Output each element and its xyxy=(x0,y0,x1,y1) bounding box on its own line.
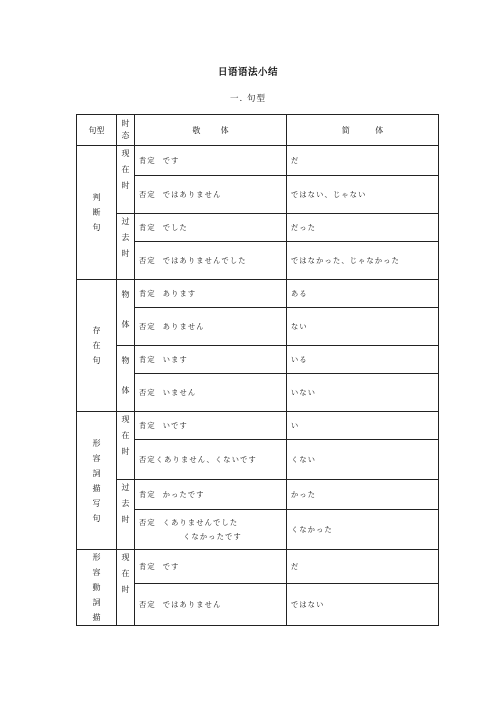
polite-cell: 肯定 いです xyxy=(135,412,287,440)
plain-cell: くなかった xyxy=(287,510,439,550)
table-row xyxy=(77,480,439,510)
tense-cell xyxy=(117,280,135,346)
plain-cell: ではない、じゃない xyxy=(287,176,439,214)
plain-cell: だ xyxy=(287,146,439,176)
tense-label: 现在时 xyxy=(121,553,130,594)
plain-cell: い xyxy=(287,412,439,440)
category-label: 形容詞描写句 xyxy=(92,438,101,523)
tense-label: 现在时 xyxy=(121,415,130,456)
plain-cell: だった xyxy=(287,214,439,242)
category-label: 存在句 xyxy=(92,326,101,365)
polite-cell: 否定くありません、くないです xyxy=(135,440,287,480)
tense-label: 过去时 xyxy=(121,483,130,524)
tense-cell xyxy=(117,214,135,280)
plain-cell: いる xyxy=(287,346,439,374)
polite-cell: 肯定 です xyxy=(135,550,287,584)
category-label: 形容動詞描 xyxy=(92,553,101,622)
table-row xyxy=(77,146,439,176)
tense-label: 物体 xyxy=(121,290,130,329)
grammar-table xyxy=(76,114,439,626)
polite-cell xyxy=(135,510,287,550)
plain-cell: だ xyxy=(287,550,439,584)
plain-cell: いない xyxy=(287,374,439,412)
polite-line1: 否定 くありませんでした xyxy=(139,517,239,527)
tense-label: 过去时 xyxy=(121,217,130,258)
table-row xyxy=(77,346,439,374)
category-cell xyxy=(77,550,117,626)
polite-line2: くなかったです xyxy=(183,531,242,541)
polite-cell: 否定 ではありませんでした xyxy=(135,242,287,280)
plain-cell: ない xyxy=(287,308,439,346)
polite-cell: 肯定 かったです xyxy=(135,480,287,510)
plain-cell: ある xyxy=(287,280,439,308)
category-cell xyxy=(77,146,117,280)
tense-cell xyxy=(117,550,135,626)
tense-label: 现在时 xyxy=(121,149,130,190)
section-heading: 一. 句型 xyxy=(230,94,266,104)
table-row xyxy=(77,550,439,584)
polite-cell: 否定 ではありません xyxy=(135,176,287,214)
table-row xyxy=(77,214,439,242)
polite-cell: 否定 いません xyxy=(135,374,287,412)
polite-cell: 肯定 でした xyxy=(135,214,287,242)
table-header-row xyxy=(77,115,439,146)
table-row xyxy=(77,280,439,308)
category-label: 判断句 xyxy=(92,193,101,232)
plain-cell: かった xyxy=(287,480,439,510)
header-polite: 敬 体 xyxy=(135,115,287,146)
tense-cell xyxy=(117,480,135,550)
polite-cell: 肯定 います xyxy=(135,346,287,374)
table-row xyxy=(77,412,439,440)
header-tense xyxy=(117,115,135,146)
tense-label: 物体 xyxy=(121,356,130,395)
plain-cell: くない xyxy=(287,440,439,480)
header-plain: 简 体 xyxy=(287,115,439,146)
category-cell xyxy=(77,412,117,550)
polite-cell: 肯定 です xyxy=(135,146,287,176)
header-tense-text: 时态 xyxy=(121,119,130,140)
plain-cell: ではなかった、じゃなかった xyxy=(287,242,439,280)
document-title: 日语语法小结 xyxy=(217,67,278,78)
plain-cell: ではない xyxy=(287,584,439,626)
polite-cell: 否定 ありません xyxy=(135,308,287,346)
category-cell xyxy=(77,280,117,412)
tense-cell xyxy=(117,412,135,480)
header-pattern: 句型 xyxy=(77,115,117,146)
polite-cell: 肯定 あります xyxy=(135,280,287,308)
tense-cell xyxy=(117,346,135,412)
polite-cell: 否定 ではありません xyxy=(135,584,287,626)
tense-cell xyxy=(117,146,135,214)
